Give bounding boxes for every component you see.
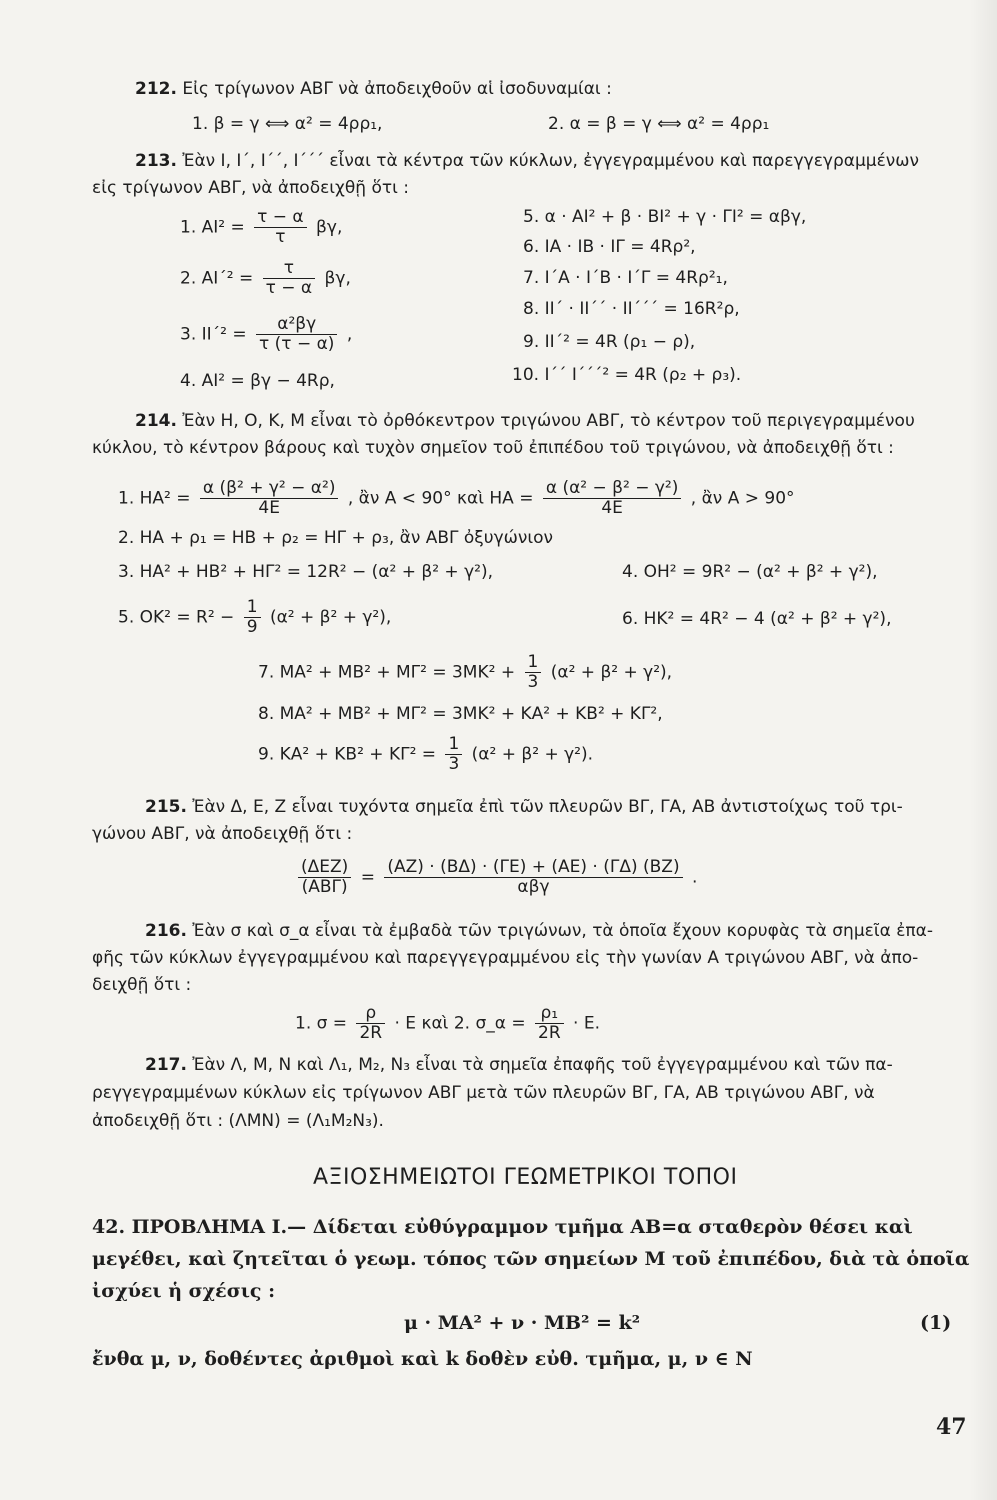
fraction — [535, 1004, 564, 1043]
fraction — [244, 598, 261, 637]
formula-lhs: 7. ΜΑ² + ΜΒ² + ΜΓ² = 3ΜΚ² + — [258, 662, 516, 683]
equals-sign: = — [360, 867, 375, 888]
exercise-number: 212. — [135, 79, 177, 99]
page-number: 47 — [936, 1414, 967, 1440]
period: . — [692, 867, 698, 888]
fraction — [254, 208, 307, 247]
exercise-215-line-2: γώνου ΑΒΓ, νὰ ἀποδειχθῇ ὅτι : — [92, 824, 353, 844]
exercise-213-item-7: 7. Ι΄Α · Ι΄Β · Ι΄Γ = 4Rρ²₁, — [523, 268, 728, 288]
problem-42-line-3: ἰσχύει ἡ σχέσις : — [92, 1280, 276, 1302]
fraction — [200, 479, 339, 518]
exercise-number: 217. — [145, 1055, 187, 1075]
formula-lhs: 1. σ = — [295, 1013, 348, 1034]
exercise-text: Ἐὰν Ι, Ι΄, Ι΄΄, Ι΄΄΄ εἶναι τὰ κέντρα τῶν κύκλων, ἐγγεγραμμένου καὶ παρεγγεγραμμένων — [182, 151, 919, 171]
exercise-214-item-8: 8. ΜΑ² + ΜΒ² + ΜΓ² = 3ΜΚ² + ΚΑ² + ΚΒ² + ΚΓ², — [258, 704, 663, 724]
denominator: 4Ε — [601, 498, 623, 518]
fraction — [256, 315, 337, 354]
exercise-number: 214. — [135, 411, 177, 431]
exercise-212-statement — [135, 78, 612, 100]
denominator: τ — [275, 227, 286, 247]
formula-rhs: · Ε. — [573, 1013, 600, 1034]
formula-rhs: , — [346, 324, 353, 345]
fraction — [445, 735, 462, 774]
exercise-212-item-2: 2. α = β = γ ⟺ α² = 4ρρ₁ — [548, 114, 770, 134]
exercise-214-item-4: 4. ΟΗ² = 9R² − (α² + β² + γ²), — [622, 562, 878, 582]
exercise-213-item-6: 6. ΙΑ · ΙΒ · ΙΓ = 4Rρ², — [523, 237, 696, 257]
exercise-214-item-6: 6. ΗΚ² = 4R² − 4 (α² + β² + γ²), — [622, 609, 892, 629]
numerator: 1 — [525, 653, 542, 673]
denominator: 2R — [538, 1023, 561, 1043]
exercise-text: Ἐὰν Η, Ο, Κ, Μ εἶναι τὸ ὀρθόκεντρον τριγώνου ΑΒΓ, τὸ κέντρον τοῦ περιγεγραμμένου — [182, 411, 915, 431]
numerator: ρ — [356, 1004, 385, 1024]
exercise-213-item-9: 9. ΙΙ΄² = 4R (ρ₁ − ρ), — [523, 332, 696, 352]
equation-tag: (1) — [920, 1312, 952, 1334]
numerator: (ΑΖ) · (ΒΔ) · (ΓΕ) + (ΑΕ) · (ΓΔ) (ΒΖ) — [384, 858, 682, 878]
exercise-214-item-5 — [118, 598, 391, 637]
numerator: (ΔΕΖ) — [298, 858, 351, 878]
exercise-214-line-1 — [135, 410, 915, 432]
numerator: α (α² − β² − γ²) — [543, 479, 682, 499]
section-title: ΑΞΙΟΣΗΜΕΙΩΤΟΙ ΓΕΩΜΕΤΡΙΚΟΙ ΤΟΠΟΙ — [313, 1165, 738, 1190]
exercise-215-line-1 — [145, 796, 903, 818]
exercise-number: 216. — [145, 921, 187, 941]
numerator: 1 — [445, 735, 462, 755]
numerator: 1 — [244, 598, 261, 618]
formula-lhs: 2. ΑΙ΄² = — [180, 268, 254, 289]
exercise-number: 213. — [135, 151, 177, 171]
exercise-213-line-1 — [135, 150, 919, 172]
exercise-213-item-3 — [180, 315, 352, 354]
problem-42-formula: μ · ΜΑ² + ν · ΜΒ² = k² — [404, 1312, 641, 1334]
fraction — [543, 479, 682, 518]
formula-rhs: (α² + β² + γ²). — [471, 744, 594, 765]
exercise-number: 215. — [145, 797, 187, 817]
formula-lhs: 9. ΚΑ² + ΚΒ² + ΚΓ² = — [258, 744, 437, 765]
formula-lhs: 1. ΑΙ² = — [180, 217, 245, 238]
exercise-214-item-7 — [258, 653, 672, 692]
problem-42-line-1: 42. ΠΡΟΒΛΗΜΑ Ι.— Δίδεται εὐθύγραμμον τμῆμα ΑΒ=α σταθερὸν θέσει καὶ — [92, 1216, 913, 1238]
exercise-213-item-1 — [180, 208, 342, 247]
exercise-214-item-3: 3. ΗΑ² + ΗΒ² + ΗΓ² = 12R² − (α² + β² + γ²), — [118, 562, 493, 582]
exercise-214-item-2: 2. ΗΑ + ρ₁ = ΗΒ + ρ₂ = ΗΓ + ρ₃, ἂν ΑΒΓ ὀξυγώνιον — [118, 528, 554, 548]
fraction — [356, 1004, 385, 1043]
exercise-212-item-1: 1. β = γ ⟺ α² = 4ρρ₁, — [192, 114, 383, 134]
fraction — [525, 653, 542, 692]
exercise-213-item-4: 4. ΑΙ² = βγ − 4Rρ, — [180, 371, 335, 391]
exercise-text: Ἐὰν σ καὶ σ_α εἶναι τὰ ἐμβαδὰ τῶν τριγώνων, τὰ ὁποῖα ἔχουν κορυφὰς τὰ σημεῖα ἐπα- — [192, 921, 933, 941]
formula-rhs: βγ, — [316, 217, 343, 238]
numerator: α (β² + γ² − α²) — [200, 479, 339, 499]
problem-42-line-2: μεγέθει, καὶ ζητεῖται ὁ γεωμ. τόπος τῶν σημείων Μ τοῦ ἐπιπέδου, διὰ τὰ ὁποῖα — [92, 1248, 970, 1270]
exercise-214-item-9 — [258, 735, 593, 774]
exercise-216-line-3: δειχθῇ ὅτι : — [92, 975, 192, 995]
exercise-215-formula — [294, 858, 697, 897]
numerator: α²βγ — [256, 315, 337, 335]
formula-lhs: 1. ΗΑ² = — [118, 488, 191, 509]
exercise-214-item-1 — [118, 479, 795, 518]
denominator: 3 — [527, 672, 539, 692]
denominator: τ − α — [265, 278, 313, 298]
denominator: 3 — [448, 754, 460, 774]
exercise-217-line-1 — [145, 1054, 893, 1076]
formula-lhs: 3. ΙΙ΄² = — [180, 324, 247, 345]
exercise-217-line-2: ρεγγεγραμμένων κύκλων εἰς τρίγωνον ΑΒΓ μετὰ τῶν πλευρῶν ΒΓ, ΓΑ, ΑΒ τριγώνου ΑΒΓ, νὰ — [92, 1083, 875, 1103]
formula-mid: · Ε καὶ 2. σ_α = — [394, 1013, 526, 1034]
exercise-217-line-3: ἀποδειχθῇ ὅτι : (ΛΜΝ) = (Λ₁Μ₂Ν₃). — [92, 1111, 384, 1131]
formula-condition: , ἂν Α > 90° — [690, 488, 795, 509]
denominator: τ (τ − α) — [259, 334, 335, 354]
formula-rhs: (α² + β² + γ²), — [550, 662, 673, 683]
denominator: αβγ — [517, 877, 550, 897]
numerator: τ — [263, 259, 316, 279]
exercise-213-item-2 — [180, 259, 351, 298]
exercise-216-formula — [295, 1004, 600, 1043]
denominator: 9 — [246, 617, 258, 637]
exercise-213-line-2: εἰς τρίγωνον ΑΒΓ, νὰ ἀποδειχθῇ ὅτι : — [92, 178, 409, 198]
exercise-213-item-5: 5. α · ΑΙ² + β · ΒΙ² + γ · ΓΙ² = αβγ, — [523, 207, 807, 227]
exercise-text: Ἐὰν Λ, Μ, Ν καὶ Λ₁, Μ₂, Ν₃ εἶναι τὰ σημεῖα ἐπαφῆς τοῦ ἐγγεγραμμένου καὶ τῶν πα- — [192, 1055, 893, 1075]
denominator: (ΑΒΓ) — [301, 877, 348, 897]
formula-rhs: (α² + β² + γ²), — [269, 607, 392, 628]
problem-42-line-4: ἔνθα μ, ν, δοθέντες ἀριθμοὶ καὶ k δοθὲν εὐθ. τμῆμα, μ, ν ∈ Ν — [92, 1348, 753, 1370]
fraction — [263, 259, 316, 298]
page-edge-shadow — [970, 0, 997, 1500]
exercise-213-item-8: 8. ΙΙ΄ · ΙΙ΄΄ · ΙΙ΄΄΄ = 16R²ρ, — [523, 299, 740, 319]
exercise-216-line-1 — [145, 920, 933, 942]
numerator: τ − α — [254, 208, 307, 228]
denominator: 4Ε — [258, 498, 280, 518]
fraction — [384, 858, 682, 897]
formula-rhs: βγ, — [324, 268, 351, 289]
exercise-216-line-2: φῆς τῶν κύκλων ἐγγεγραμμένου καὶ παρεγγεγραμμένου εἰς τὴν γωνίαν Α τριγώνου ΑΒΓ, νὰ ἀπο- — [92, 948, 919, 968]
exercise-213-item-10: 10. Ι΄΄ Ι΄΄΄² = 4R (ρ₂ + ρ₃). — [512, 365, 742, 385]
denominator: 2R — [359, 1023, 383, 1043]
exercise-text: Ἐὰν Δ, Ε, Ζ εἶναι τυχόντα σημεῖα ἐπὶ τῶν πλευρῶν ΒΓ, ΓΑ, ΑΒ ἀντιστοίχως τοῦ τρι- — [192, 797, 903, 817]
formula-lhs: 5. ΟΚ² = R² − — [118, 607, 235, 628]
fraction — [298, 858, 351, 897]
formula-condition: , ἂν Α < 90° καὶ ΗΑ = — [347, 488, 534, 509]
numerator: ρ₁ — [535, 1004, 564, 1024]
exercise-text: Εἰς τρίγωνον ΑΒΓ νὰ ἀποδειχθοῦν αἱ ἰσοδυναμίαι : — [182, 79, 612, 99]
exercise-214-line-2: κύκλου, τὸ κέντρον βάρους καὶ τυχὸν σημεῖον τοῦ ἐπιπέδου τοῦ τριγώνου, νὰ ἀποδειχθῇ ὅτι : — [92, 438, 894, 458]
